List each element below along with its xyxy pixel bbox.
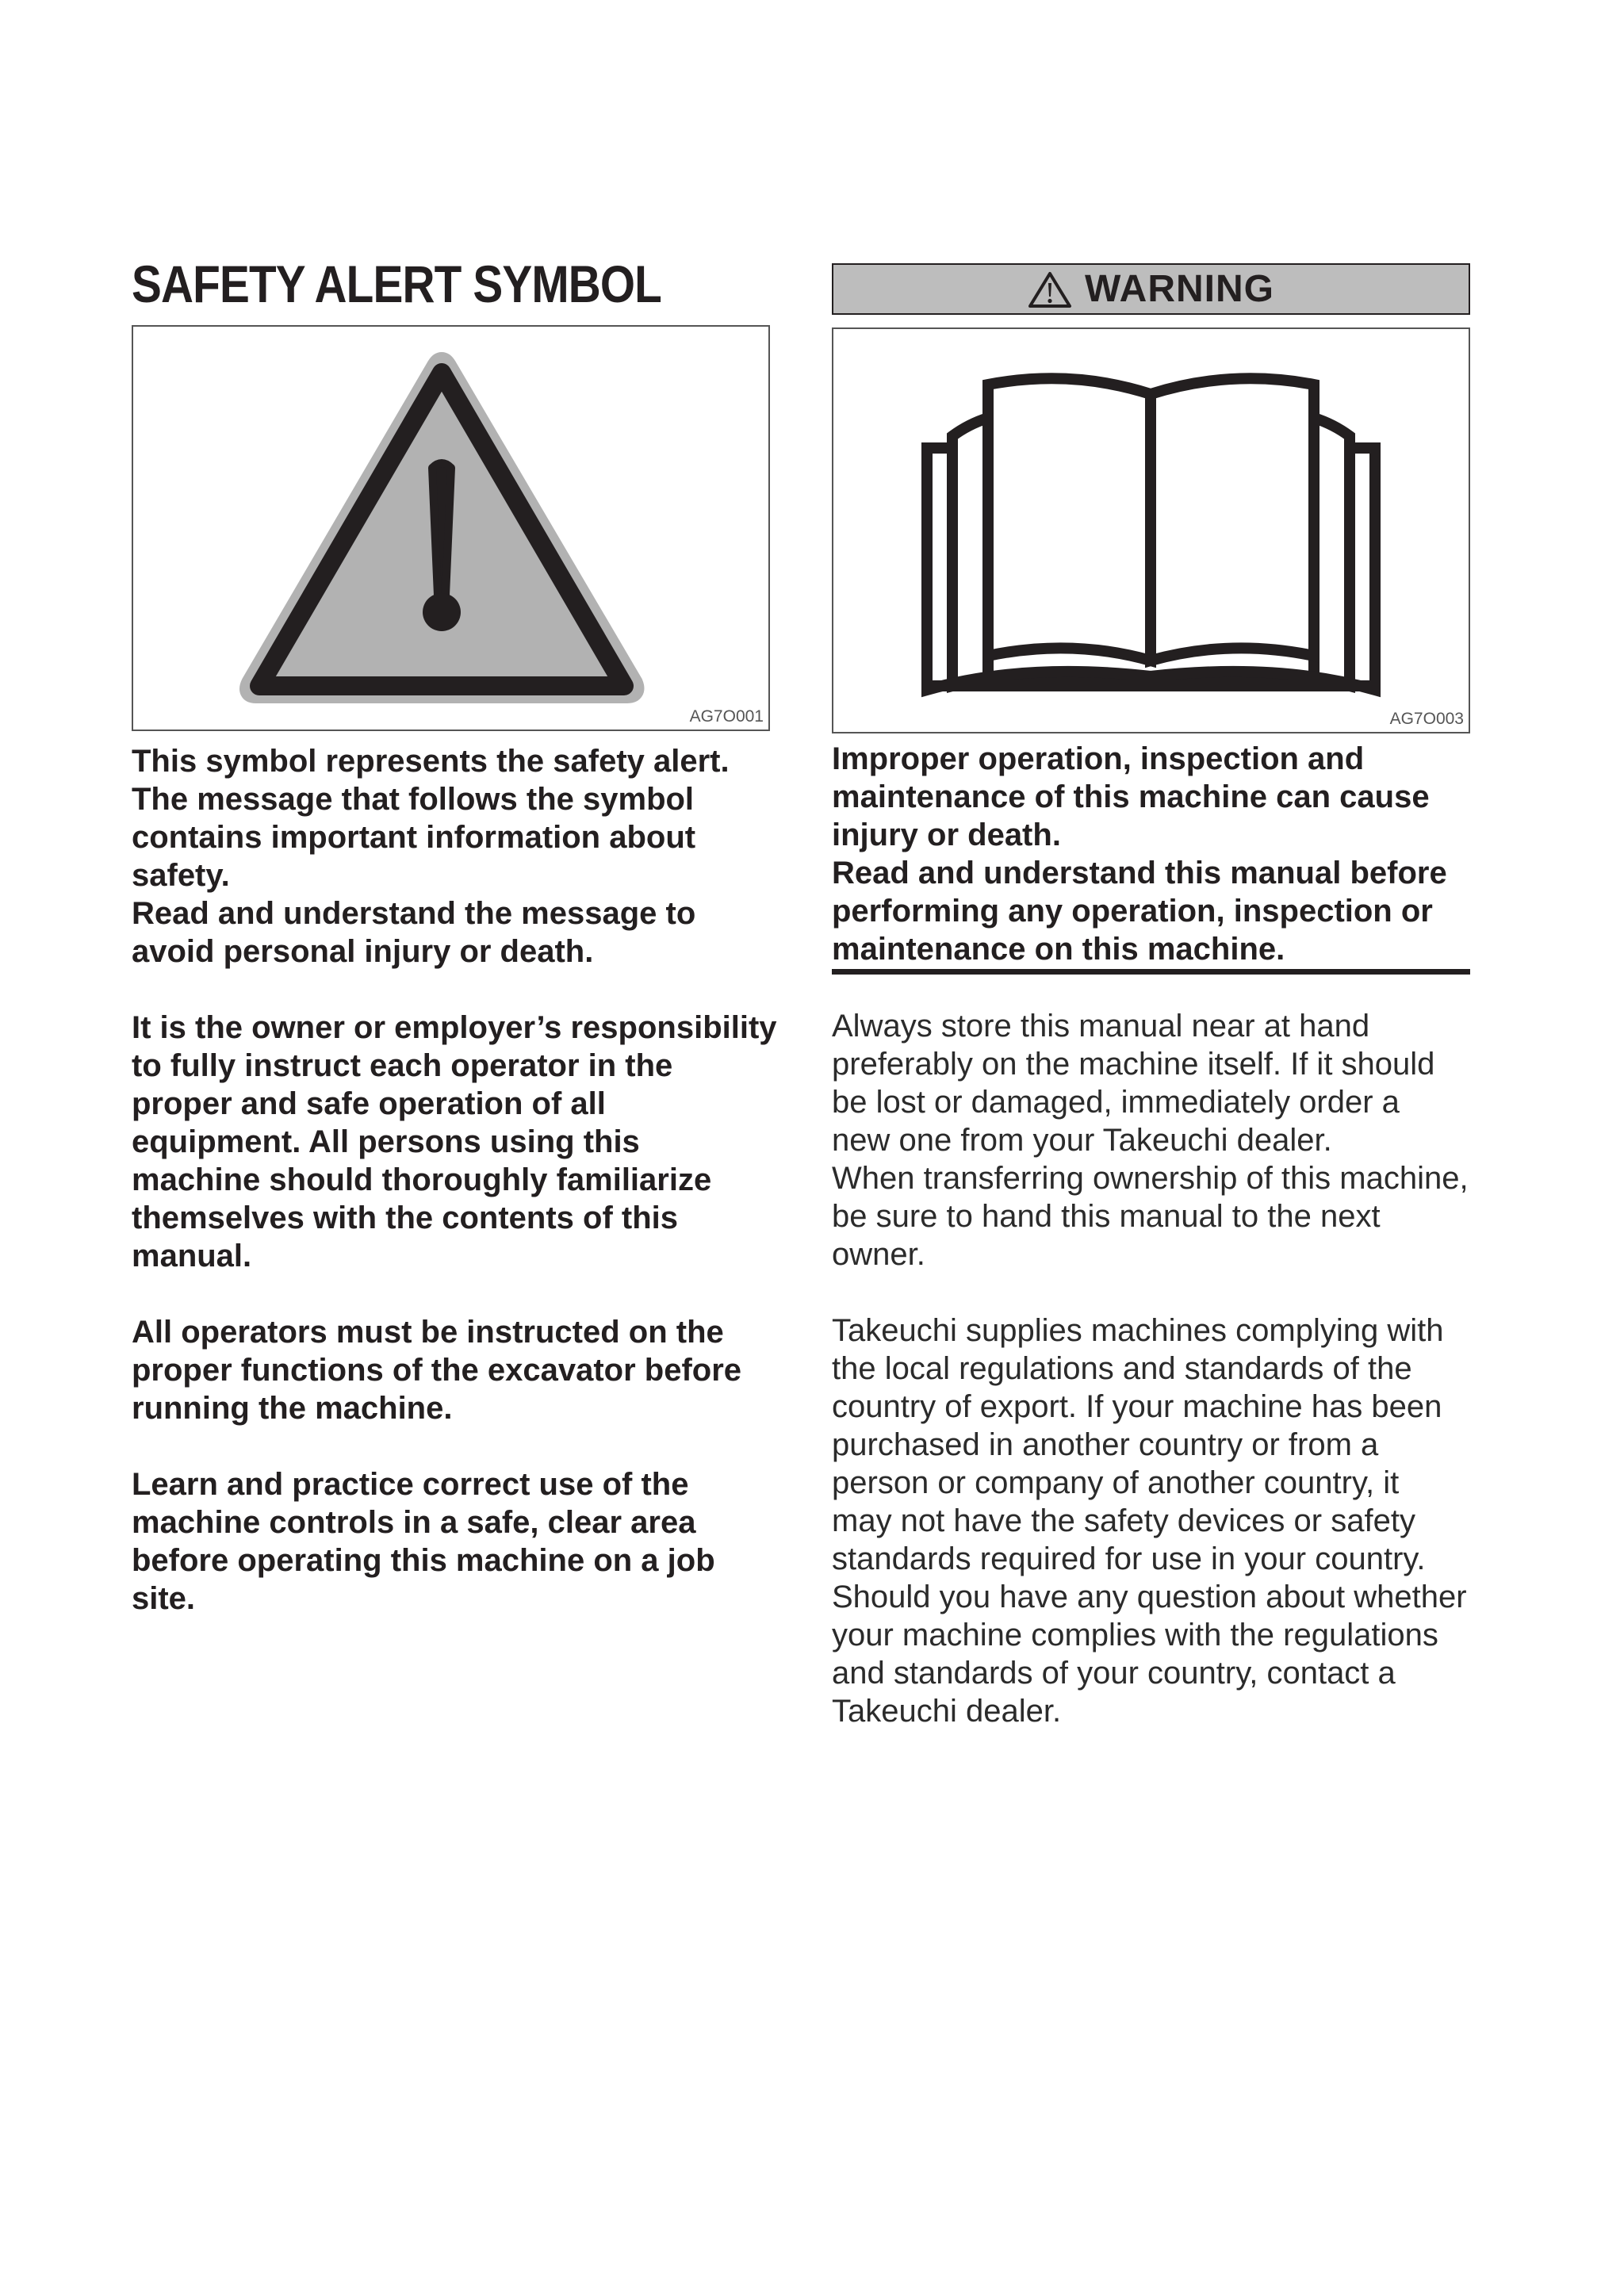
book-base — [927, 672, 1375, 690]
safety-alert-triangle-icon — [133, 327, 768, 730]
paragraph: This symbol represents the safety alert. The message that follows the symbol contains important information about safety. Read and understand the message to avoid personal injury or death. — [132, 744, 730, 969]
left-column-text — [132, 742, 782, 1618]
warning-message — [832, 740, 1482, 968]
paragraph: Always store this manual near at hand preferably on the machine itself. If it should be lost or damaged, immediately order a new one from your Takeuchi dealer. When transferring ownership of this machine, be sure to hand this manual to the next owner. — [832, 1009, 1469, 1272]
paragraph: Takeuchi supplies machines complying with the local regulations and standards of the country of export. If your machine has been purchased in another country or from a person or company of another country, it may not have the safety devices or safety standards required for use in your country. Should you have any question about whether your machine complies with the regulations and standards of your country, contact a Takeuchi dealer. — [832, 1313, 1467, 1729]
safety-alert-figure — [132, 325, 770, 731]
paragraph: Learn and practice correct use of the machine controls in a safe, clear area before operating this machine on a job site. — [132, 1467, 715, 1616]
warning-triangle-icon — [1028, 270, 1072, 308]
read-manual-book-icon — [833, 329, 1469, 732]
paragraph: It is the owner or employer’s responsibility to fully instruct each operator in the proper and safe operation of all equipment. All persons using this machine should thoroughly familiarize themselves with the contents of this manual. — [132, 1010, 777, 1273]
warning-divider — [832, 969, 1470, 975]
warning-header — [832, 263, 1470, 315]
book-front-right-page — [1151, 378, 1314, 661]
warning-label: WARNING — [1085, 268, 1274, 310]
exclamation-dot — [423, 593, 461, 631]
paragraph: Improper operation, inspection and maintenance of this machine can cause injury or death. Read and understand this manual before performing any operation, inspection or maintenance on this machine. — [832, 741, 1447, 967]
figure-code: AG7O001 — [689, 707, 764, 726]
read-manual-figure — [832, 327, 1470, 733]
figure-code: AG7O003 — [1389, 710, 1464, 728]
book-front-left-page — [988, 378, 1151, 661]
right-column-text — [832, 1007, 1482, 1730]
page-title: SAFETY ALERT SYMBOL — [132, 255, 661, 313]
paragraph: All operators must be instructed on the proper functions of the excavator before running the machine. — [132, 1315, 742, 1426]
